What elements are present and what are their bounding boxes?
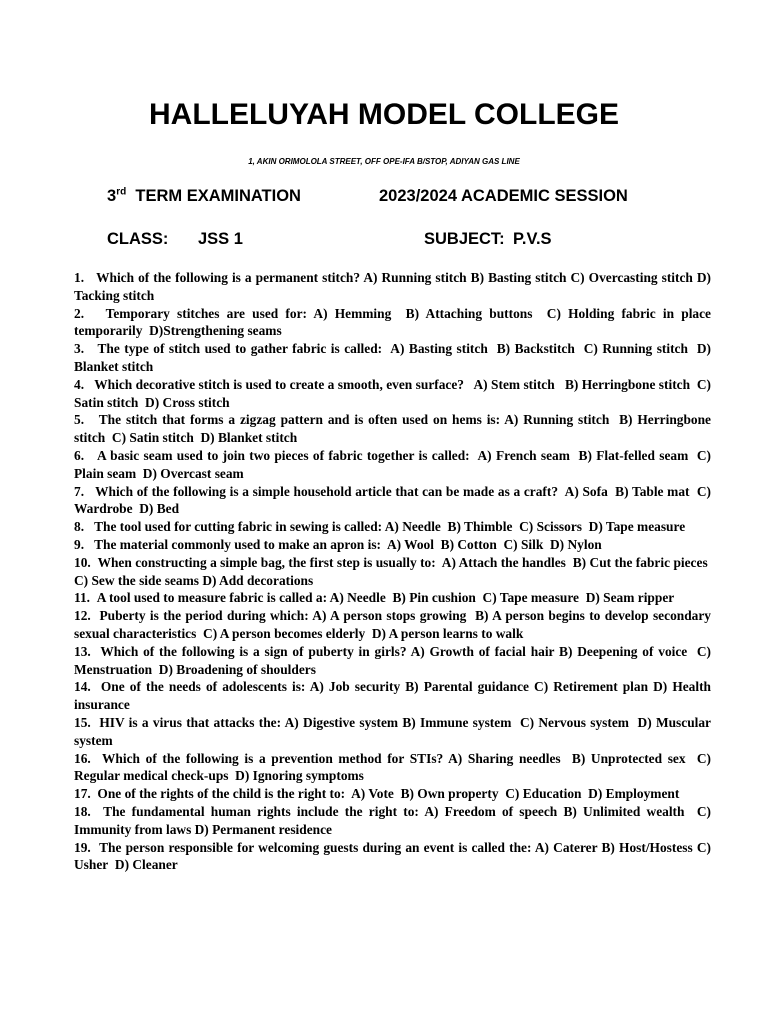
class-label: CLASS: — [107, 230, 169, 248]
question-item: 4. Which decorative stitch is used to create a smooth, even surface? A) Stem stitch B) Herringbone stitch C) Satin stitch D) Cross stitch — [74, 376, 711, 410]
academic-session: 2023/2024 ACADEMIC SESSION — [379, 187, 628, 205]
question-item: 9. The material commonly used to make an apron is: A) Wool B) Cotton C) Silk D) Nylon — [74, 536, 602, 552]
school-address: 1, AKIN ORIMOLOLA STREET, OFF OPE-IFA B/STOP, ADIYAN GAS LINE — [248, 157, 520, 166]
question-item: 12. Puberty is the period during which: A) A person stops growing B) A person begins to develop secondary sexual characteristics C) A person becomes elderly D) A person learns to walk — [74, 608, 711, 641]
term-heading — [107, 187, 301, 206]
term-number: 3 — [107, 187, 117, 205]
question-item: 11. A tool used to measure fabric is called a: A) Needle B) Pin cushion C) Tape measure D) Seam ripper — [74, 590, 675, 606]
question-item: 15. HIV is a virus that attacks the: A) Digestive system B) Immune system C) Nervous system D) Muscular system — [74, 714, 711, 748]
term-label: TERM EXAMINATION — [135, 187, 301, 205]
question-item: 13. Which of the following is a sign of puberty in girls? A) Growth of facial hair B) Deepening of voice C) Menstruation D) Broadening of shoulders — [74, 643, 711, 677]
question-item: 18. The fundamental human rights include the right to: A) Freedom of speech B) Unlimited wealth C) Immunity from laws D) Permanent residence — [74, 803, 711, 837]
question-item: 8. The tool used for cutting fabric in sewing is called: A) Needle B) Thimble C) Scissors D) Tape measure — [74, 519, 686, 535]
question-item: 19. The person responsible for welcoming guests during an event is called the: A) Caterer B) Host/Hostess C) Usher D) Cleaner — [74, 839, 711, 873]
school-name: HALLELUYAH MODEL COLLEGE — [148, 98, 620, 131]
question-list — [74, 269, 711, 874]
question-item: 5. The stitch that forms a zigzag pattern and is often used on hems is: A) Running stitch B) Herringbone stitch C) Satin stitch D) Blanket stitch — [74, 412, 711, 446]
subject-label: SUBJECT: — [424, 230, 505, 248]
question-item: 7. Which of the following is a simple household article that can be made as a craft? A) Sofa B) Table mat C) Wardrobe D) Bed — [74, 483, 711, 517]
question-item: 2. Temporary stitches are used for: A) Hemming B) Attaching buttons C) Holding fabric in place temporarily D)Strengthening seams — [74, 305, 711, 339]
subject-value: P.V.S — [513, 230, 552, 248]
question-item: 3. The type of stitch used to gather fabric is called: A) Basting stitch B) Backstitch C) Running stitch D) Blanket stitch — [74, 341, 711, 374]
question-item: 16. Which of the following is a prevention method for STIs? A) Sharing needles B) Unprotected sex C) Regular medical check-ups D) Ignoring symptoms — [74, 750, 711, 784]
question-item: 17. One of the rights of the child is the right to: A) Vote B) Own property C) Education D) Employment — [74, 786, 680, 802]
question-item: 1. Which of the following is a permanent stitch? A) Running stitch B) Basting stitch C) Overcasting stitch D) Tacking stitch — [74, 270, 711, 303]
question-item: 10. When constructing a simple bag, the first step is usually to: A) Attach the handles B) Cut the fabric pieces C) Sew the side seams D) Add decorations — [74, 554, 711, 588]
term-suffix: rd — [116, 186, 127, 198]
question-item: 6. A basic seam used to join two pieces of fabric together is called: A) French seam B) Flat-felled seam C) Plain seam D) Overcast seam — [74, 447, 711, 481]
class-value: JSS 1 — [198, 230, 243, 248]
question-item: 14. One of the needs of adolescents is: A) Job security B) Parental guidance C) Retirement plan D) Health insurance — [74, 679, 711, 713]
